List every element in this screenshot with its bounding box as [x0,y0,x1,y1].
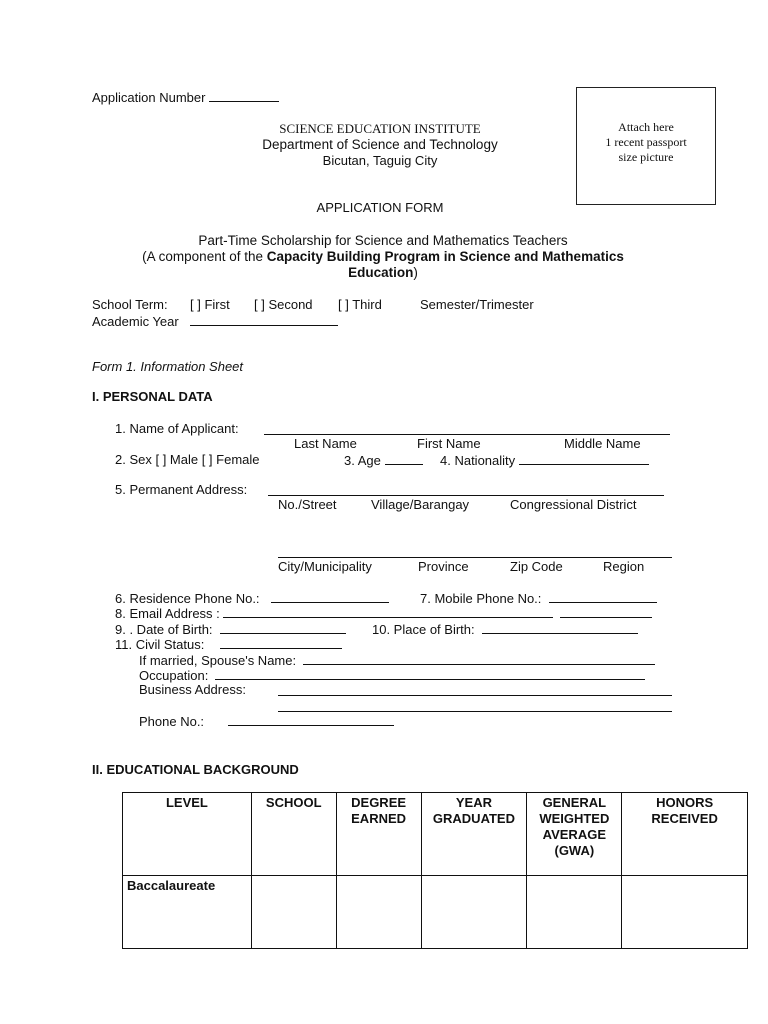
pob-label: 10. Place of Birth: [372,622,475,637]
permanent-address-line-1[interactable] [268,495,664,496]
dob-row [115,621,346,637]
program-component-close: ) [413,265,418,280]
first-name-caption: First Name [417,436,481,451]
occupation-field[interactable] [215,667,645,680]
pob-field[interactable] [482,621,638,634]
program-component-name-cont: Education [348,265,414,280]
email-row [115,605,652,621]
middle-name-caption: Middle Name [564,436,641,451]
section-educational-background-title: II. EDUCATIONAL BACKGROUND [92,762,299,777]
institute-name: SCIENCE EDUCATION INSTITUTE [279,121,481,136]
name-of-applicant-label: 1. Name of Applicant: [115,421,239,436]
application-number-field[interactable] [209,89,279,102]
business-phone-label: Phone No.: [139,714,205,729]
zip-caption: Zip Code [510,559,563,574]
year-cell[interactable] [421,876,527,949]
department-name: Department of Science and Technology [262,137,498,152]
application-number-row [92,89,279,105]
section-personal-data-title: I. PERSONAL DATA [92,389,213,404]
nationality-field[interactable] [519,452,649,465]
semester-trimester-label: Semester/Trimester [420,297,534,312]
photo-attachment-box[interactable] [576,87,716,205]
civil-status-label: 11. Civil Status: [115,637,205,652]
level-cell: Baccalaureate [123,876,252,949]
email-label: 8. Email Address : [115,606,220,621]
program-component-prefix: (A component of the [142,249,263,264]
permanent-address-line-2[interactable] [278,557,672,558]
school-cell[interactable] [251,876,336,949]
spouse-name-field[interactable] [303,652,655,665]
residence-phone-row [115,590,389,606]
column-header-year: YEAR GRADUATED [421,793,527,876]
region-caption: Region [603,559,645,574]
program-title: Part-Time Scholarship for Science and Mathematics Teachers [198,233,568,248]
last-name-caption: Last Name [294,436,357,451]
spouse-name-row [139,652,655,668]
term-third-checkbox[interactable]: [ ] Third [338,297,382,312]
mobile-phone-row [420,590,657,606]
email-field-2[interactable] [560,605,652,618]
pob-row [372,621,638,637]
permanent-address-label: 5. Permanent Address: [115,482,248,497]
academic-year-label: Academic Year [92,314,179,329]
table-row [123,876,748,949]
mobile-phone-field[interactable] [549,590,657,603]
barangay-caption: Village/Barangay [371,497,470,512]
occupation-label: Occupation: [139,668,209,683]
degree-cell[interactable] [336,876,421,949]
residence-phone-label: 6. Residence Phone No.: [115,591,260,606]
province-caption: Province [418,559,469,574]
educational-background-table [122,792,748,949]
age-field[interactable] [385,452,423,465]
district-caption: Congressional District [510,497,637,512]
email-field-1[interactable] [223,605,553,618]
city-caption: City/Municipality [278,559,372,574]
civil-status-row [115,636,342,652]
business-address-line-1[interactable] [278,695,672,696]
honors-cell[interactable] [622,876,748,949]
photo-instruction-line-2: 1 recent passport [605,135,687,149]
form-title: APPLICATION FORM [316,200,444,215]
business-phone-row [139,713,394,729]
dob-label: 9. . Date of Birth: [115,622,213,637]
school-term-label: School Term: [92,297,168,312]
mobile-phone-label: 7. Mobile Phone No.: [420,591,542,606]
table-header-row [123,793,748,876]
column-header-school: SCHOOL [251,793,336,876]
application-number-label: Application Number [92,90,206,105]
term-second-checkbox[interactable]: [ ] Second [254,297,313,312]
program-component-line-2 [100,265,666,280]
occupation-row [139,667,645,683]
column-header-gwa: GENERAL WEIGHTED AVERAGE (GWA) [527,793,622,876]
column-header-honors: HONORS RECEIVED [622,793,748,876]
nationality-label: 4. Nationality [440,453,516,468]
residence-phone-field[interactable] [271,590,389,603]
gwa-cell[interactable] [527,876,622,949]
business-address-label: Business Address: [139,682,246,697]
age-row [344,452,423,468]
photo-instruction-line-3: size picture [618,150,674,164]
column-header-level: LEVEL [123,793,252,876]
street-caption: No./Street [278,497,337,512]
column-header-degree: DEGREE EARNED [336,793,421,876]
business-address-line-2[interactable] [278,711,672,712]
name-of-applicant-field[interactable] [264,434,670,435]
photo-instruction-line-1: Attach here [618,120,674,134]
form-sheet-label: Form 1. Information Sheet [92,359,244,374]
age-label: 3. Age [344,453,381,468]
sex-selection[interactable]: 2. Sex [ ] Male [ ] Female [115,452,260,467]
photo-instructions [577,120,715,165]
business-phone-field[interactable] [228,713,394,726]
program-component-name: Capacity Building Program in Science and Mathematics [266,249,624,264]
academic-year-row [92,313,338,329]
academic-year-field[interactable] [190,313,338,326]
spouse-name-label: If married, Spouse's Name: [139,653,297,668]
institute-address: Bicutan, Taguig City [322,153,438,168]
nationality-row [440,452,649,468]
term-first-checkbox[interactable]: [ ] First [190,297,230,312]
program-component-line-1 [100,249,666,264]
civil-status-field[interactable] [220,636,342,649]
dob-field[interactable] [220,621,346,634]
